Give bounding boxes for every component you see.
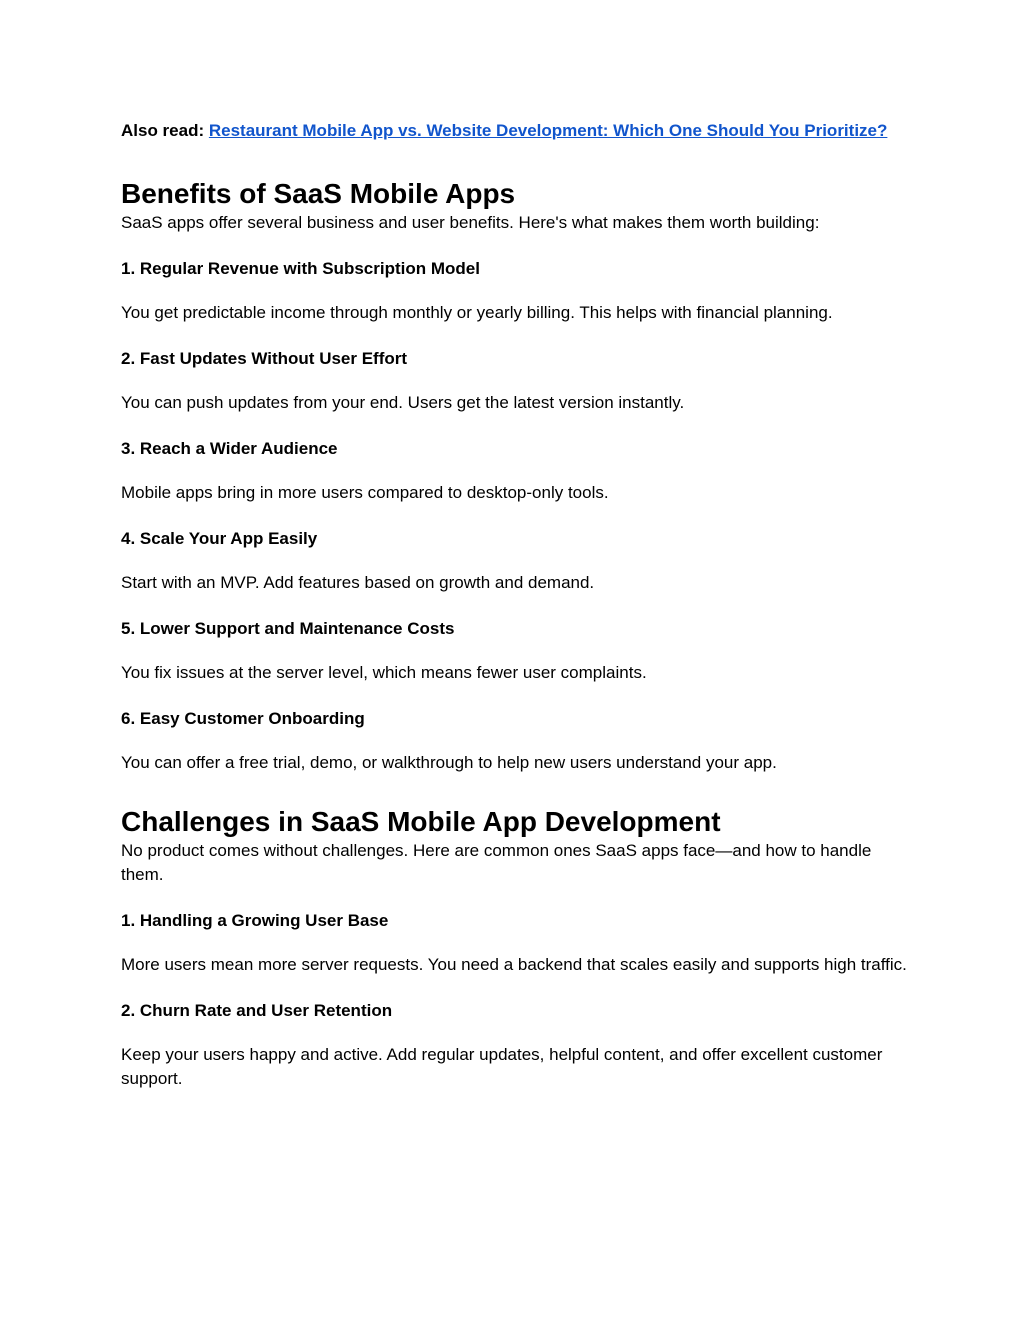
benefit-text: Mobile apps bring in more users compared to desktop-only tools. <box>121 483 609 502</box>
challenges-heading: Challenges in SaaS Mobile App Development <box>121 806 721 837</box>
benefit-text: You fix issues at the server level, which means fewer user complaints. <box>121 663 647 682</box>
benefit-title: 6. Easy Customer Onboarding <box>121 709 365 728</box>
document-page <box>121 118 911 1091</box>
challenges-list <box>121 909 911 1091</box>
challenges-intro: No product comes without challenges. Here are common ones SaaS apps face—and how to handle them. <box>121 841 872 884</box>
benefit-title: 2. Fast Updates Without User Effort <box>121 349 408 368</box>
benefit-text: You can offer a free trial, demo, or walkthrough to help new users understand your app. <box>121 753 777 772</box>
challenge-title: 2. Churn Rate and User Retention <box>121 1001 393 1020</box>
benefits-list <box>121 257 911 775</box>
benefit-title: 4. Scale Your App Easily <box>121 529 318 548</box>
benefit-title: 5. Lower Support and Maintenance Costs <box>121 619 455 638</box>
challenge-title: 1. Handling a Growing User Base <box>121 911 389 930</box>
benefit-text: You get predictable income through monthly or yearly billing. This helps with financial planning. <box>121 303 833 322</box>
benefits-intro: SaaS apps offer several business and user benefits. Here's what makes them worth building: <box>121 213 820 232</box>
benefit-text: Start with an MVP. Add features based on growth and demand. <box>121 573 595 592</box>
also-read-link[interactable]: Restaurant Mobile App vs. Website Development: Which One Should You Prioritize? <box>208 121 888 140</box>
benefits-heading: Benefits of SaaS Mobile Apps <box>121 178 516 209</box>
challenge-text: Keep your users happy and active. Add regular updates, helpful content, and offer excellent customer support. <box>121 1045 883 1088</box>
also-read-label: Also read: <box>121 121 205 140</box>
benefit-text: You can push updates from your end. Users get the latest version instantly. <box>121 393 685 412</box>
benefit-title: 3. Reach a Wider Audience <box>121 439 338 458</box>
challenge-text: More users mean more server requests. You need a backend that scales easily and supports high traffic. <box>121 955 907 974</box>
benefit-title: 1. Regular Revenue with Subscription Model <box>121 259 480 278</box>
also-read-line <box>121 118 911 143</box>
